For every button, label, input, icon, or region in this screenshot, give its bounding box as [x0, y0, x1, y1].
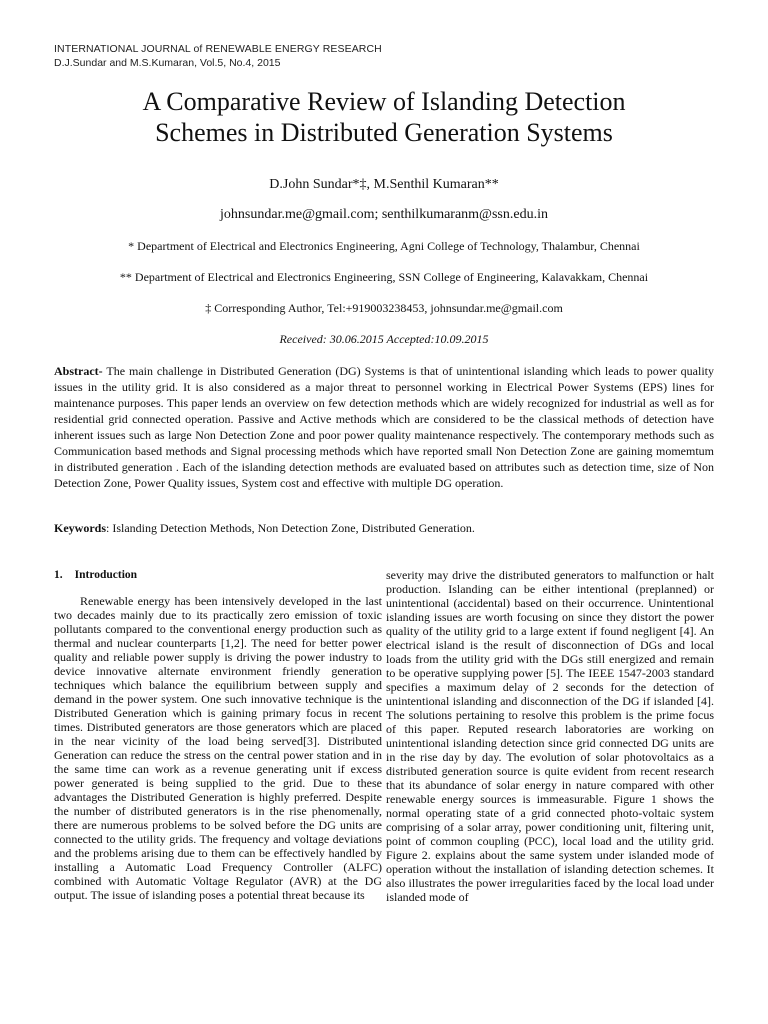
corresponding-author: ‡ Corresponding Author, Tel:+919003238453, johnsundar.me@gmail.com: [205, 301, 563, 315]
abstract-text: The main challenge in Distributed Generation (DG) Systems is that of unintentional islanding which leads to power quality issues in the utility grid. It is also considered as a major threat to personnel working in Electrical Power Systems (EPS) lines for maintenance purposes. This paper lends an overview on few detection methods which are widely recognized for industrial as well as for residential grid connected operation. Passive and Active methods which are considered to be the classical methods of detection have inherent issues such as large Non Detection Zone and poor power quality maintenance respectively. The contemporary methods such as Communication based methods and Signal processing methods which have reported small Non Detection Zone are gaining momemtum in distributed generation . Each of the islanding detection methods are evaluated based on attributes such as detection time, size of Non Detection Zone, Power Quality issues, System cost and effective with multiple DG operation.: [54, 364, 714, 490]
affiliation-1: * Department of Electrical and Electronics Engineering, Agni College of Technology, Thalambur, Chennai: [128, 239, 640, 253]
keywords-label: Keywords: [54, 521, 106, 535]
abstract-label: Abstract-: [54, 364, 103, 378]
keywords-text: : Islanding Detection Methods, Non Detection Zone, Distributed Generation.: [106, 521, 475, 535]
paper-title: [40, 86, 728, 148]
left-column: [54, 568, 382, 902]
section-number: 1.: [54, 569, 63, 581]
intro-paragraph-left: Renewable energy has been intensively developed in the last two decades mainly due to its practically zero emission of toxic pollutants compared to the conventional energy production such as thermal and nuclear counterparts [1,2]. The need for better power quality and reliable power supply is driving the power industry to device innovative alternate environment friendly generation techniques which balance the equilibrium between supply and demand in the power system. One such innovative technique is the Distributed Generation which is gaining primary focus in recent times. Distributed generators are those generators which are placed in the near vicinity of the load being served[3]. Distributed Generation can reduce the stress on the central power station and in the same time can work as a revenue generating unit if excess power generated is being supplied to the grid. Due to these advantages the Distributed Generation is highly preferred. Despite the number of distributed generators is in the rise phenomenally, there are numerous problems to be solved before the DG units are connected to the utility grids. The frequency and voltage deviations and the problems arising due to them can be effectively handled by installing a Automatic Load Frequency Controller (ALFC) combined with Automatic Voltage Regulator (AVR) at the DG output. The issue of islanding poses a potential threat because its: [54, 594, 382, 902]
right-column: [386, 568, 714, 904]
journal-citation: D.J.Sundar and M.S.Kumaran, Vol.5, No.4, 2015: [54, 57, 281, 69]
journal-name: INTERNATIONAL JOURNAL of RENEWABLE ENERGY RESEARCH: [54, 43, 382, 55]
keywords: [54, 520, 714, 536]
paper-title-line-2: Schemes in Distributed Generation Systems: [155, 118, 613, 147]
author-emails: johnsundar.me@gmail.com; senthilkumaranm@ssn.edu.in: [220, 207, 548, 222]
intro-paragraph-right: severity may drive the distributed generators to malfunction or halt production. Islanding can be either intentional (preplanned) or unintentional (accidental) based on their occurrence. Unintentional islanding issues are worth focusing on since they distort the power quality of the utility grid to a large extent if found negligent [4]. An electrical island is the result of disconnection of DGs and local loads from the utility grid with the DGs still energized and remain to be operative supplying power [5]. The IEEE 1547-2003 standard specifies a maximum delay of 2 seconds for the detection of unintentional islanding and disconnection of the DG if islanded [4]. The solutions pertaining to resolve this problem is the prime focus of this paper. Reputed research laboratories are working on unintentional islanding detection since grid connected DG units are in the rise day by day. The evolution of solar photovoltaics as a distributed generation source is quite evident from recent research that its abundance of solar energy in nature compared with other renewable energy sources is immeasurable. Figure 1 shows the normal operating state of a grid connected photo-voltaic system comprising of a solar array, power conditioning unit, filtering unit, point of common coupling (PCC), local load and the utility grid. Figure 2. explains about the same system under islanded mode of operation without the installation of islanding detection schemes. It also illustrates the power irregularities faced by the local load under islanded mode of: [386, 568, 714, 904]
journal-header: [54, 42, 382, 70]
section-title: Introduction: [74, 569, 138, 581]
affiliation-2: ** Department of Electrical and Electronics Engineering, SSN College of Engineering, Kalavakkam, Chennai: [119, 270, 649, 284]
paper-title-line-1: A Comparative Review of Islanding Detection: [142, 87, 626, 116]
section-heading: [54, 568, 382, 582]
submission-dates: Received: 30.06.2015 Accepted:10.09.2015: [279, 332, 489, 346]
author-list: D.John Sundar*‡, M.Senthil Kumaran**: [269, 177, 499, 192]
abstract: [54, 363, 714, 491]
